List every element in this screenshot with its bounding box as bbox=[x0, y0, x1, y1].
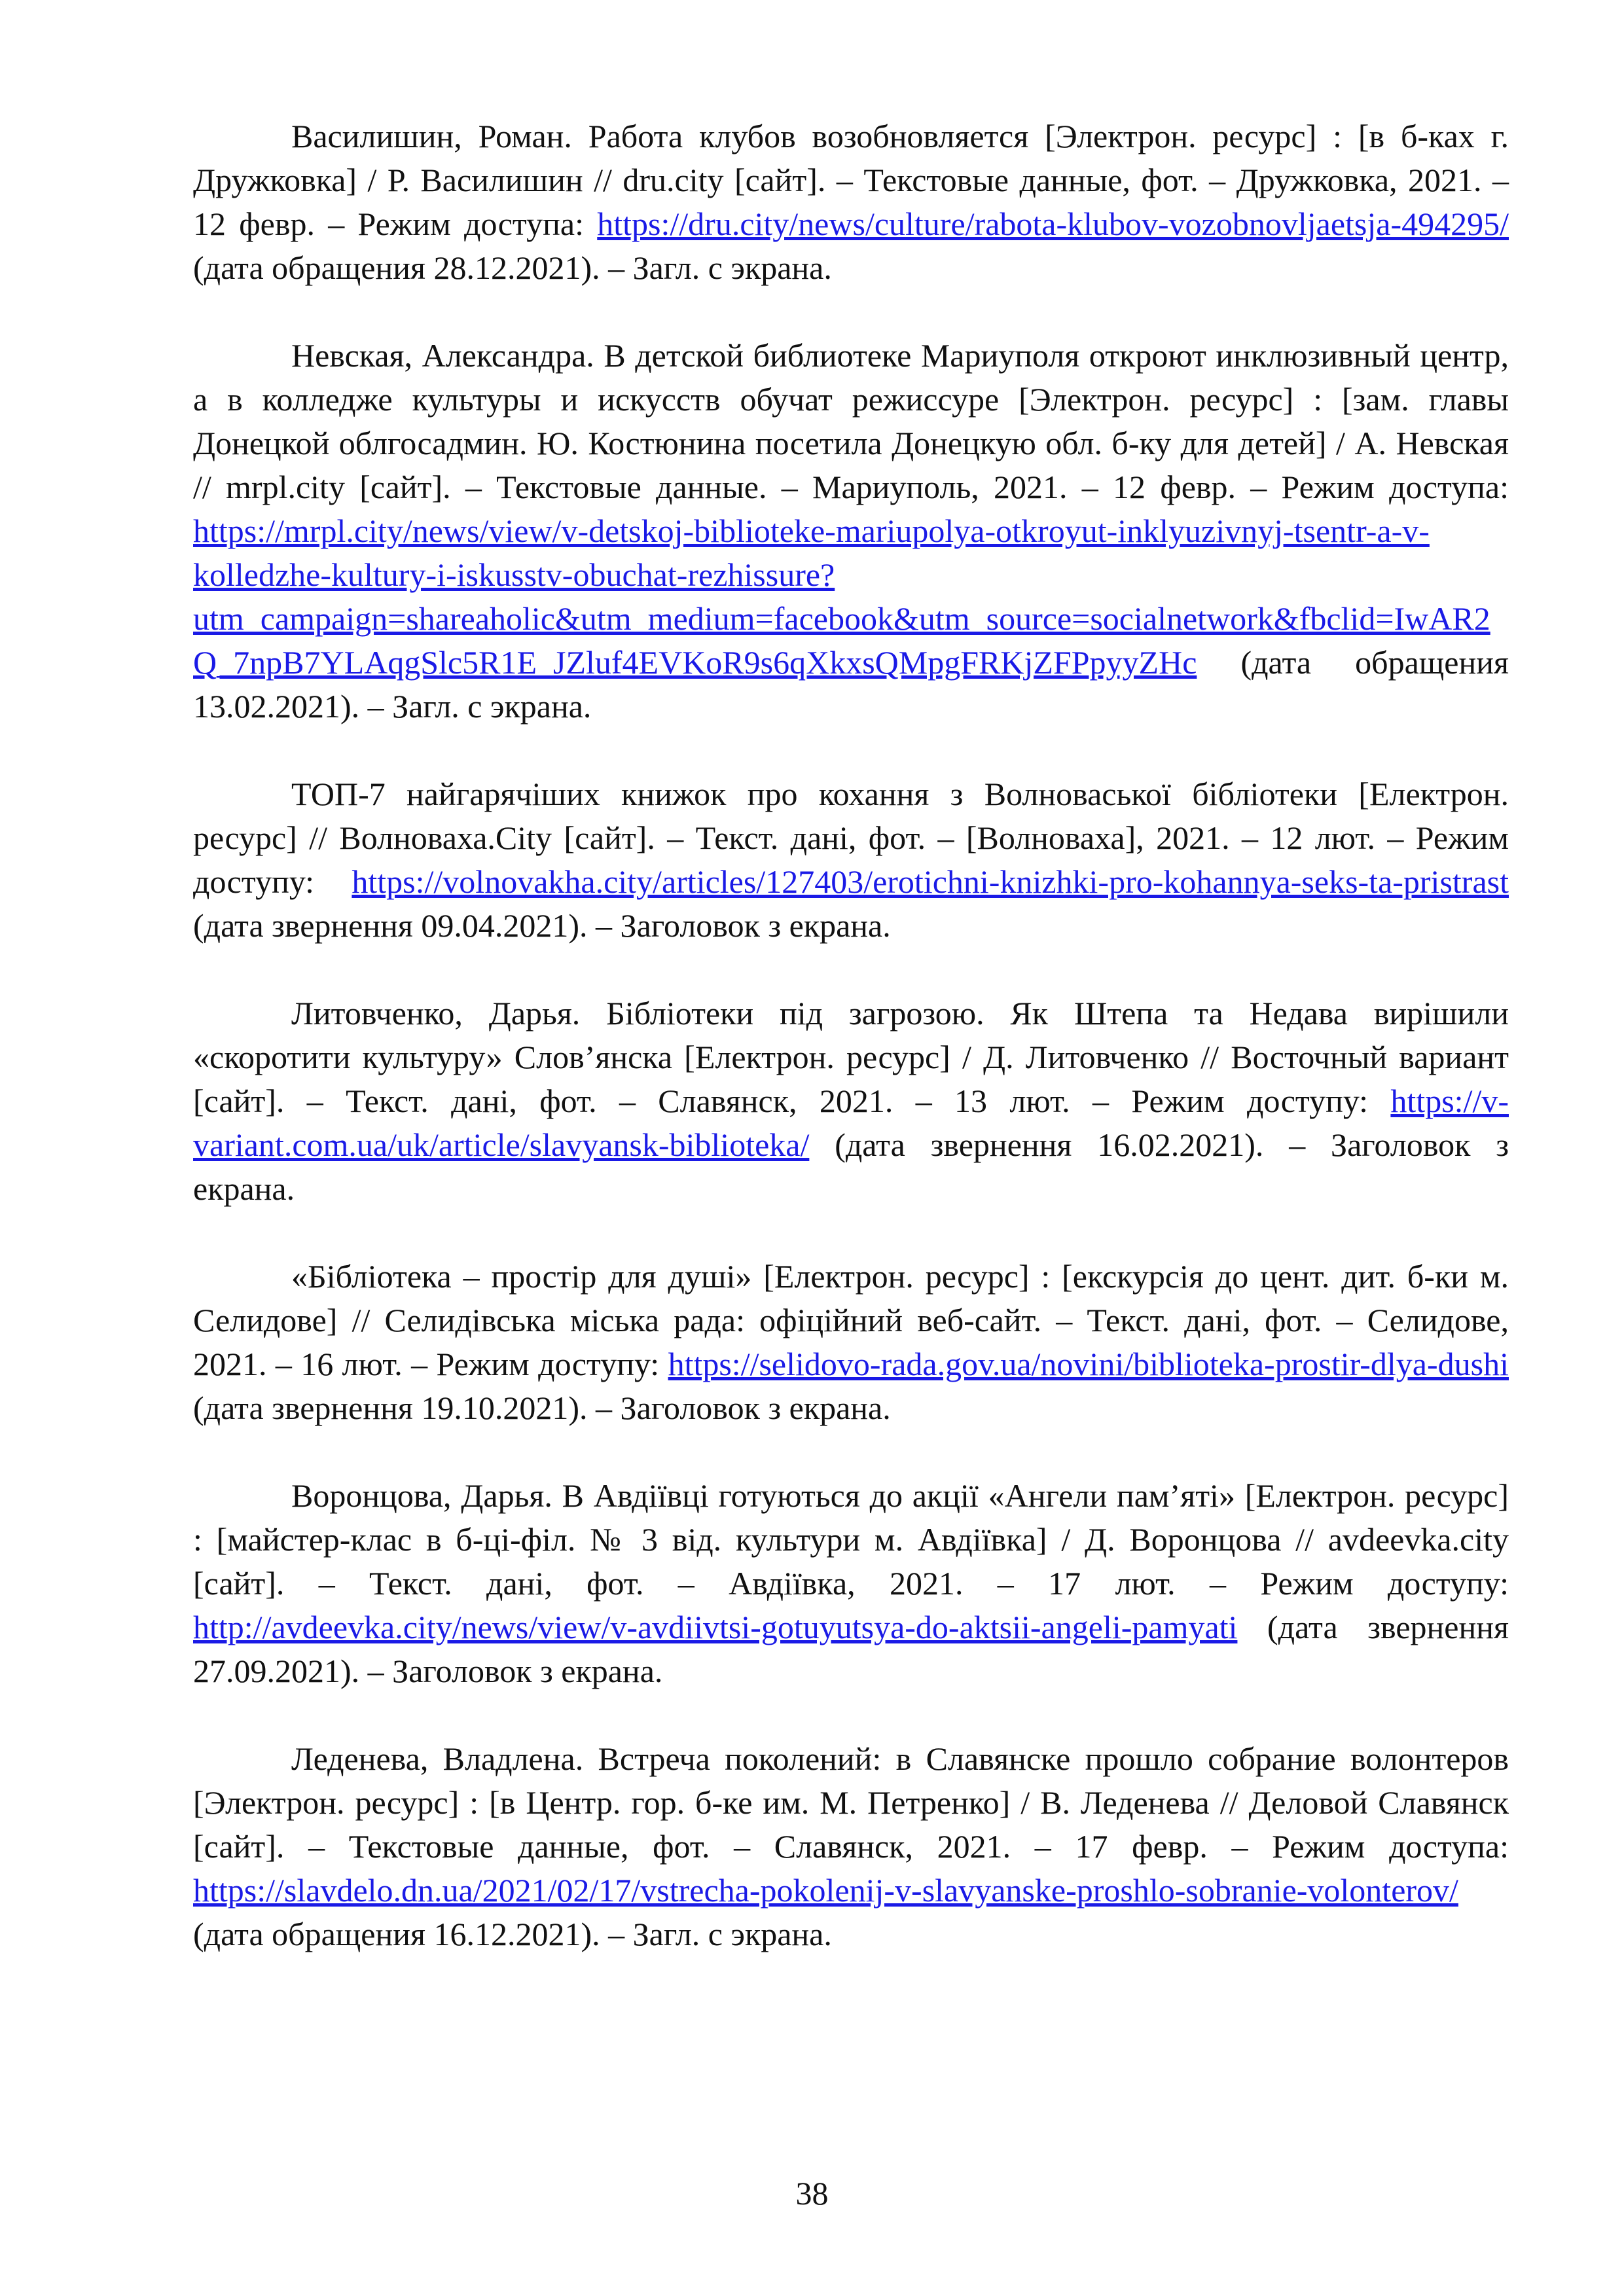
entry-link[interactable]: https://v-variant.com.ua/uk/article/slavyansk-biblioteka/ bbox=[193, 1083, 1509, 1163]
entry-link[interactable]: https://mrpl.city/news/view/v-detskoj-biblioteke-mariupolya-otkroyut-inklyuzivnyj-tsentr-a-v-kolledzhe-kultury-i-iskusstv-obuchat-rezhissure?utm_campaign=shareaholic&utm_medium=facebook&utm_source=socialnetwork&fbclid=IwAR2Q_7npB7YLAqgSlc5R1E_JZluf4EVKoR9s6qXkxsQMpgFRKjZFPpyyZHc bbox=[193, 512, 1490, 681]
entry-text: (дата звернення 19.10.2021). – Заголовок з екрана. bbox=[193, 1390, 891, 1426]
entry-text: (дата звернення 09.04.2021). – Заголовок з екрана. bbox=[193, 907, 891, 944]
entry-link[interactable]: https://selidovo-rada.gov.ua/novini/biblioteka-prostir-dlya-dushi bbox=[668, 1346, 1509, 1382]
bibliography-page bbox=[193, 115, 1509, 2000]
bibliography-entry-4 bbox=[193, 992, 1509, 1211]
bibliography-entry-6 bbox=[193, 1474, 1509, 1693]
entry-text: Василишин, Роман. Работа клубов возобновляется [Электрон. ресурс] : [в б-ках г. Дружковка] / Р. Василишин // dru.city [сайт]. – Текстовые данные, фот. – Дружковка, 2021. – 12 февр. – Режим доступа: bbox=[193, 118, 1509, 242]
entry-text: (дата звернення 16.02.2021). – Заголовок з екрана. bbox=[193, 1126, 1509, 1207]
entry-link[interactable]: https://volnovakha.city/articles/127403/erotichni-knizhki-pro-kohannya-seks-ta-pristrast bbox=[352, 863, 1509, 900]
bibliography-entry-7 bbox=[193, 1737, 1509, 1956]
bibliography-entry-1 bbox=[193, 115, 1509, 290]
page-number: 38 bbox=[795, 2175, 829, 2212]
bibliography-entry-3 bbox=[193, 772, 1509, 948]
entry-text: «Бібліотека – простір для душі» [Електрон. ресурс] : [екскурсія до цент. дит. б-ки м. Селидове] // Селидівська міська рада: офіційний веб-сайт. – Текст. дані, фот. – Селидове, 2021. – 16 лют. – Режим доступу: bbox=[193, 1258, 1509, 1382]
entry-text: Леденева, Владлена. Встреча поколений: в Славянске прошло собрание волонтеров [Электрон. ресурс] : [в Центр. гор. б-ке им. М. Петренко] / В. Леденева // Деловой Славянск [сайт]. – Текстовые данные, фот. – Славянск, 2021. – 17 февр. – Режим доступа: bbox=[193, 1740, 1509, 1865]
entry-text: (дата обращения 16.12.2021). – Загл. с экрана. bbox=[193, 1916, 832, 1952]
entry-text: Воронцова, Дарья. В Авдіївці готуються до акції «Ангели пам’яті» [Електрон. ресурс] : [майстер-клас в б-ці-філ. № 3 від. культури м. Авдіївка] / Д. Воронцова // avdeevka.city [сайт]. – Текст. дані, фот. – Авдіївка, 2021. – 17 лют. – Режим доступу: bbox=[193, 1477, 1509, 1602]
entry-text: (дата обращения 13.02.2021). – Загл. с экрана. bbox=[193, 644, 1509, 725]
entry-link[interactable]: https://dru.city/news/culture/rabota-klubov-vozobnovljaetsja-494295/ bbox=[597, 206, 1509, 242]
entry-text: Литовченко, Дарья. Бібліотеки під загрозою. Як Штепа та Недава вирішили «скоротити культуру» Слов’янска [Електрон. ресурс] / Д. Литовченко // Восточный вариант [сайт]. – Текст. дані, фот. – Славянск, 2021. – 13 лют. – Режим доступу: bbox=[193, 995, 1509, 1119]
entry-text: Невская, Александра. В детской библиотеке Мариуполя откроют инклюзивный центр, а в колледже культуры и искусств обучат режиссуре [Электрон. ресурс] : [зам. главы Донецкой облгосадмин. Ю. Костюнина посетила Донецкую обл. б-ку для детей] / А. Невская // mrpl.city [сайт]. – Текстовые данные. – Мариуполь, 2021. – 12 февр. – Режим доступа: bbox=[193, 337, 1509, 505]
bibliography-entry-2 bbox=[193, 334, 1509, 728]
bibliography-entry-5 bbox=[193, 1255, 1509, 1430]
entry-text: ТОП-7 найгарячіших книжок про кохання з Волноваської бібліотеки [Електрон. ресурс] // Волноваха.City [сайт]. – Текст. дані, фот. – [Волноваха], 2021. – 12 лют. – Режим доступу: bbox=[193, 776, 1509, 900]
entry-link[interactable]: https://slavdelo.dn.ua/2021/02/17/vstrecha-pokolenij-v-slavyanske-proshlo-sobranie-volonterov/ bbox=[193, 1872, 1458, 1909]
entry-text: (дата звернення 27.09.2021). – Заголовок з екрана. bbox=[193, 1609, 1509, 1689]
entry-text: (дата обращения 28.12.2021). – Загл. с экрана. bbox=[193, 249, 832, 286]
entry-link[interactable]: http://avdeevka.city/news/view/v-avdiivtsi-gotuyutsya-do-aktsii-angeli-pamyati bbox=[193, 1609, 1238, 1645]
